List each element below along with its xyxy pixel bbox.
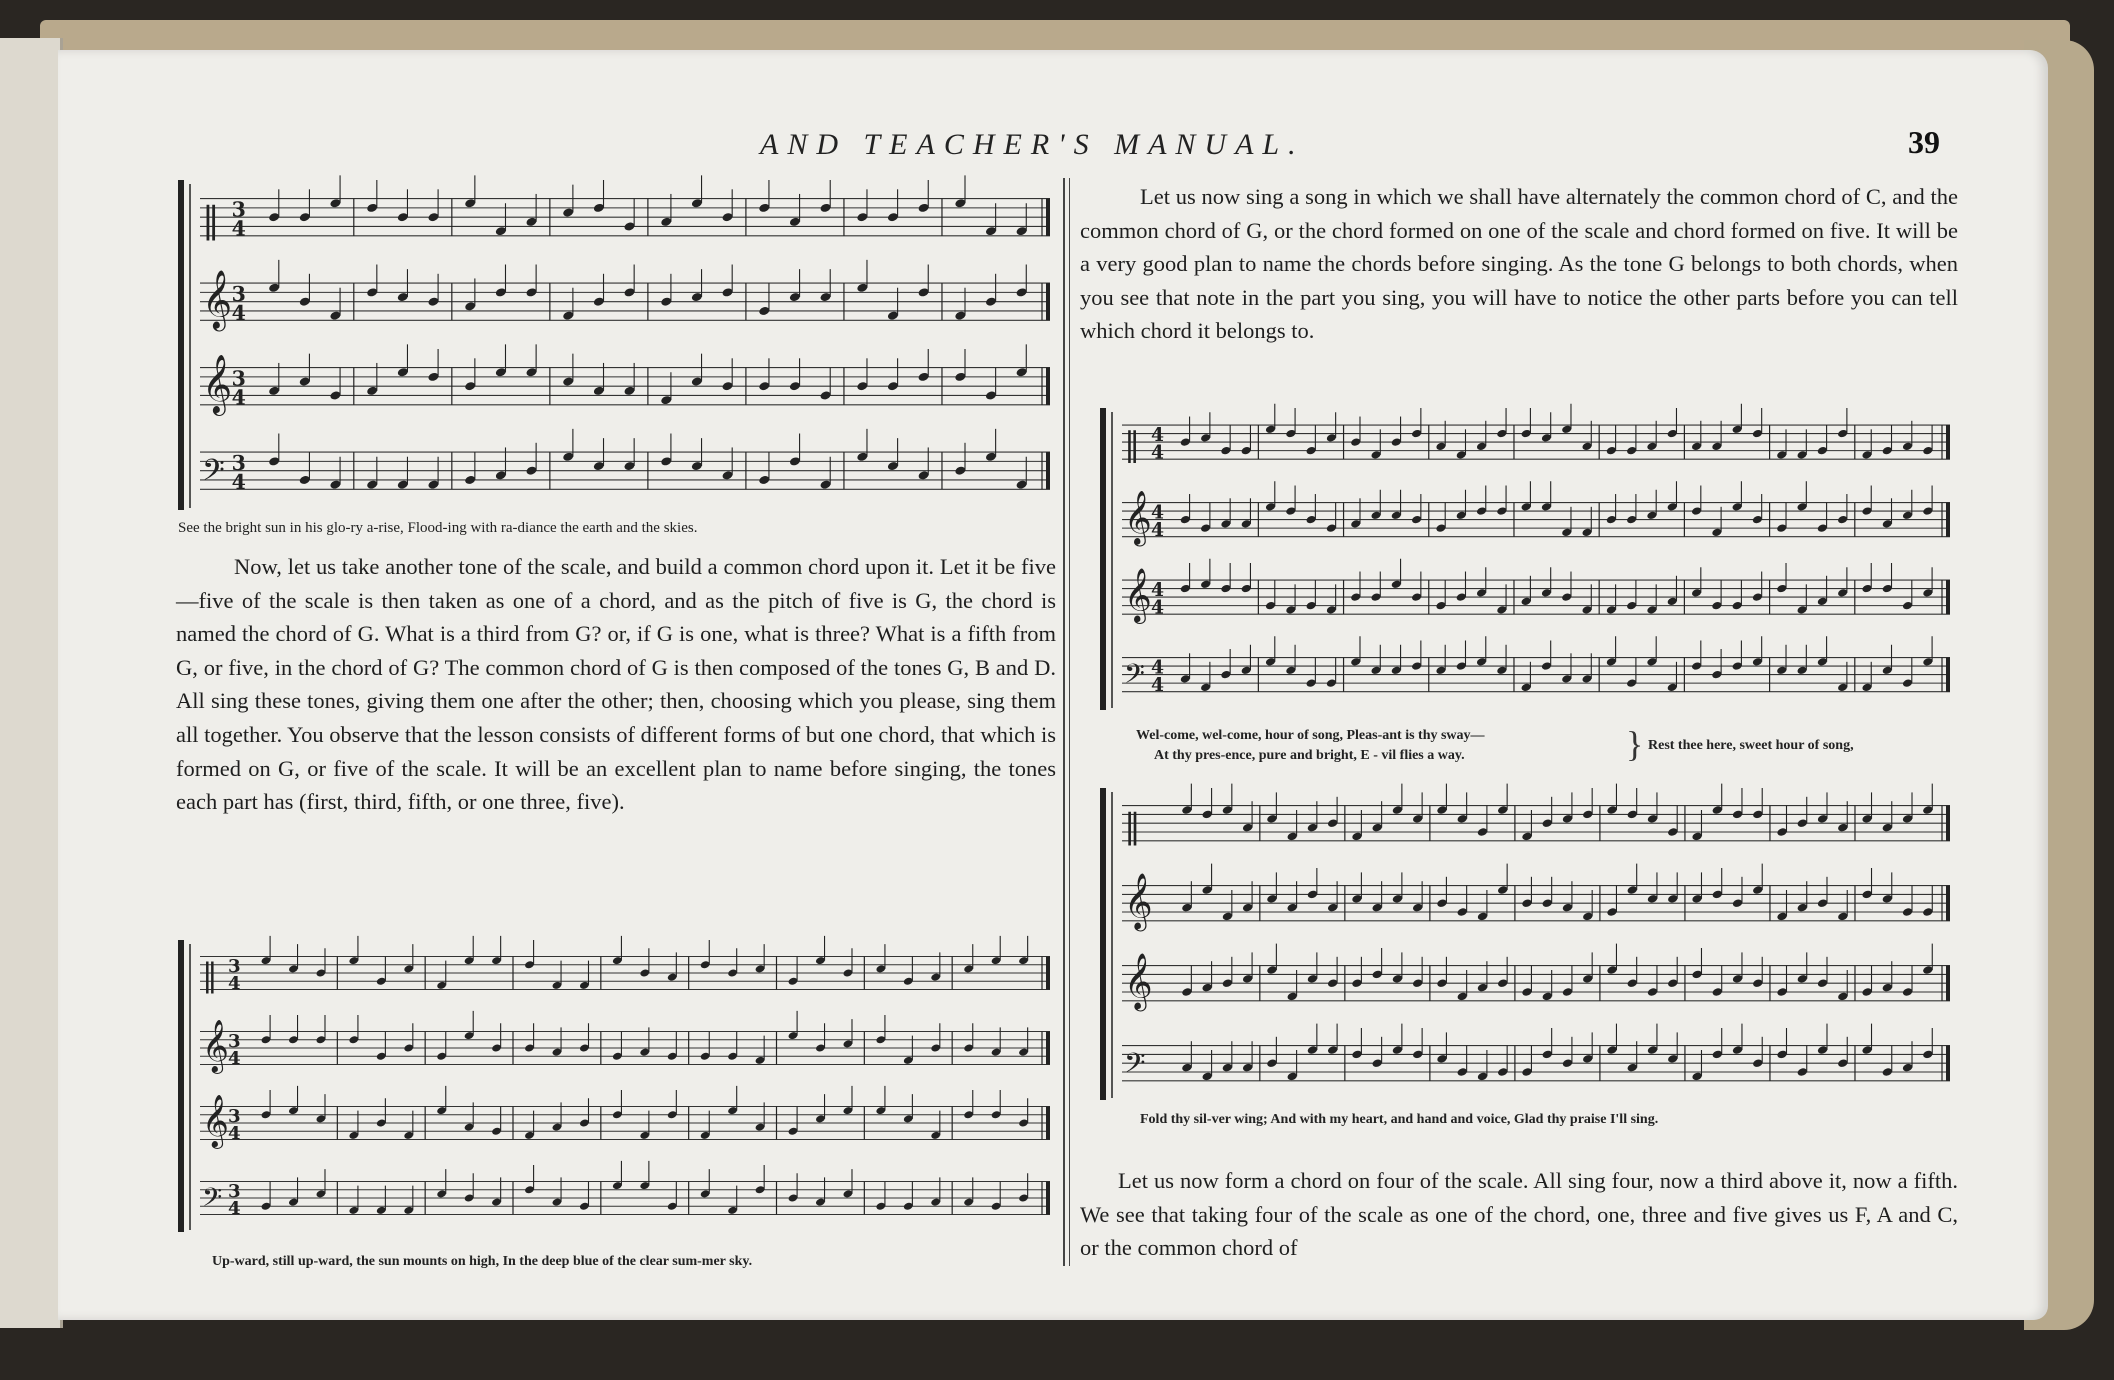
staff bbox=[200, 936, 1050, 994]
right-paragraph-1 bbox=[1080, 180, 1958, 348]
staff bbox=[1122, 559, 1950, 625]
right-paragraph-1-text: Let us now sing a song in which we shall have alternately the common chord of C, and the common chord of G, or the chord formed on one of the scale and chord formed on five. It will be a very good plan to name the chords before singing. As the tone G belongs to both chords, when you see that note in the part you sing, you will have to notice the other parts before you can tell which chord it belongs to. bbox=[1080, 184, 1958, 344]
svg-text:𝄢: 𝄢 bbox=[202, 453, 225, 495]
staff bbox=[200, 1086, 1050, 1149]
svg-text:𝄞: 𝄞 bbox=[1124, 873, 1153, 930]
staff bbox=[1122, 1024, 1950, 1086]
svg-text:𝄞: 𝄞 bbox=[1124, 490, 1152, 546]
svg-text:4: 4 bbox=[231, 216, 246, 241]
svg-text:4: 4 bbox=[1150, 424, 1165, 447]
score-3-lyric-right: Rest thee here, sweet hour of song, bbox=[1648, 738, 1854, 753]
svg-text:4: 4 bbox=[228, 1123, 241, 1145]
svg-text:4: 4 bbox=[228, 1048, 241, 1070]
staff bbox=[1122, 864, 1950, 932]
staff bbox=[200, 175, 1050, 241]
svg-text:𝄞: 𝄞 bbox=[1124, 567, 1152, 623]
svg-text:4: 4 bbox=[1150, 501, 1165, 524]
right-paragraph-2-text: Let us now form a chord on four of the scale. All sing four, now a third above it, now a fifth. We see that taking four of the scale as one of the chord, one, three and five gives us F, A and C, or the common chord of bbox=[1080, 1168, 1958, 1261]
facing-page-edge bbox=[0, 38, 63, 1328]
music-score-2 bbox=[178, 940, 1054, 1240]
svg-text:𝄞: 𝄞 bbox=[202, 355, 233, 415]
svg-text:‖: ‖ bbox=[202, 958, 218, 995]
svg-text:4: 4 bbox=[1150, 674, 1165, 697]
page-number: 39 bbox=[1908, 124, 1940, 160]
svg-text:𝄞: 𝄞 bbox=[1124, 953, 1153, 1010]
music-score-4 bbox=[1100, 788, 1954, 1108]
svg-text:𝄢: 𝄢 bbox=[1124, 1046, 1146, 1086]
svg-text:𝄞: 𝄞 bbox=[202, 1019, 229, 1073]
score-4-lyric: Fold thy sil-ver wing; And with my heart, and hand and voice, Glad thy praise I'll sing. bbox=[1140, 1112, 1659, 1127]
svg-text:4: 4 bbox=[1150, 441, 1165, 464]
svg-text:4: 4 bbox=[231, 385, 246, 410]
lyric-brace: } bbox=[1626, 724, 1644, 764]
left-paragraph bbox=[176, 550, 1056, 819]
svg-text:3: 3 bbox=[228, 1106, 241, 1128]
svg-text:3: 3 bbox=[231, 281, 246, 306]
svg-text:𝄞: 𝄞 bbox=[202, 270, 233, 330]
right-paragraph-2 bbox=[1080, 1164, 1958, 1265]
svg-text:4: 4 bbox=[228, 1198, 241, 1220]
svg-text:𝄢: 𝄢 bbox=[1124, 658, 1145, 697]
score-3-lyric-line-1: Wel-come, wel-come, hour of song, Pleas-ant is thy sway— bbox=[1136, 728, 1485, 743]
music-score-3 bbox=[1100, 408, 1954, 718]
staff bbox=[200, 260, 1050, 332]
music-score-1 bbox=[178, 180, 1054, 518]
svg-text:𝄞: 𝄞 bbox=[202, 1094, 229, 1148]
svg-text:3: 3 bbox=[231, 197, 246, 222]
left-paragraph-text: Now, let us take another tone of the scale, and build a common chord upon it. Let it be five—five of the scale is then taken as one of a chord, and as the pitch of five is G, the chord is named the chord of G. What is a third from G? or, if G is one, what is three? What is a fifth from G, or five, in the chord of G? The common chord of G is then composed of the tones G, B and D. All sing these tones, giving them one after the other; then, choosing which you please, sing them all together. You observe that the lesson consists of different forms of but one chord, that which is formed on G, or five of the scale. It will be an excellent plan to name before singing, the tones each part has (first, third, fifth, or one three, five). bbox=[176, 554, 1056, 815]
staff bbox=[200, 429, 1050, 495]
score-1-lyric: See the bright sun in his glo-ry a-rise, Flood-ing with ra-diance the earth and the skies. bbox=[178, 520, 698, 536]
svg-text:‖: ‖ bbox=[1124, 425, 1141, 464]
staff bbox=[1122, 636, 1950, 696]
staff bbox=[1122, 784, 1950, 846]
svg-text:4: 4 bbox=[1150, 656, 1165, 679]
staff bbox=[1122, 481, 1950, 547]
svg-text:4: 4 bbox=[1150, 579, 1165, 602]
score-3-lyric-line-2: At thy pres-ence, pure and bright, E - vil flies a way. bbox=[1154, 748, 1465, 763]
score-2-lyric: Up-ward, still up-ward, the sun mounts on high, In the deep blue of the clear sum-mer sky. bbox=[212, 1254, 753, 1269]
staff bbox=[200, 1161, 1050, 1219]
staff bbox=[200, 1011, 1050, 1074]
svg-text:3: 3 bbox=[228, 1181, 241, 1203]
column-divider bbox=[1063, 178, 1070, 1266]
svg-text:‖: ‖ bbox=[202, 200, 220, 242]
svg-text:4: 4 bbox=[228, 973, 241, 995]
svg-text:3: 3 bbox=[228, 956, 241, 978]
svg-text:3: 3 bbox=[231, 450, 246, 475]
svg-text:𝄢: 𝄢 bbox=[202, 1183, 223, 1220]
staff bbox=[1122, 944, 1950, 1012]
staff bbox=[200, 344, 1050, 416]
svg-text:4: 4 bbox=[1150, 519, 1165, 542]
staff bbox=[1122, 404, 1950, 464]
svg-text:4: 4 bbox=[231, 300, 246, 325]
svg-text:4: 4 bbox=[1150, 596, 1165, 619]
svg-text:3: 3 bbox=[228, 1031, 241, 1053]
svg-text:3: 3 bbox=[231, 366, 246, 391]
svg-text:‖: ‖ bbox=[1124, 806, 1141, 846]
svg-text:4: 4 bbox=[231, 469, 246, 494]
running-head: AND TEACHER'S MANUAL. bbox=[760, 128, 1305, 161]
